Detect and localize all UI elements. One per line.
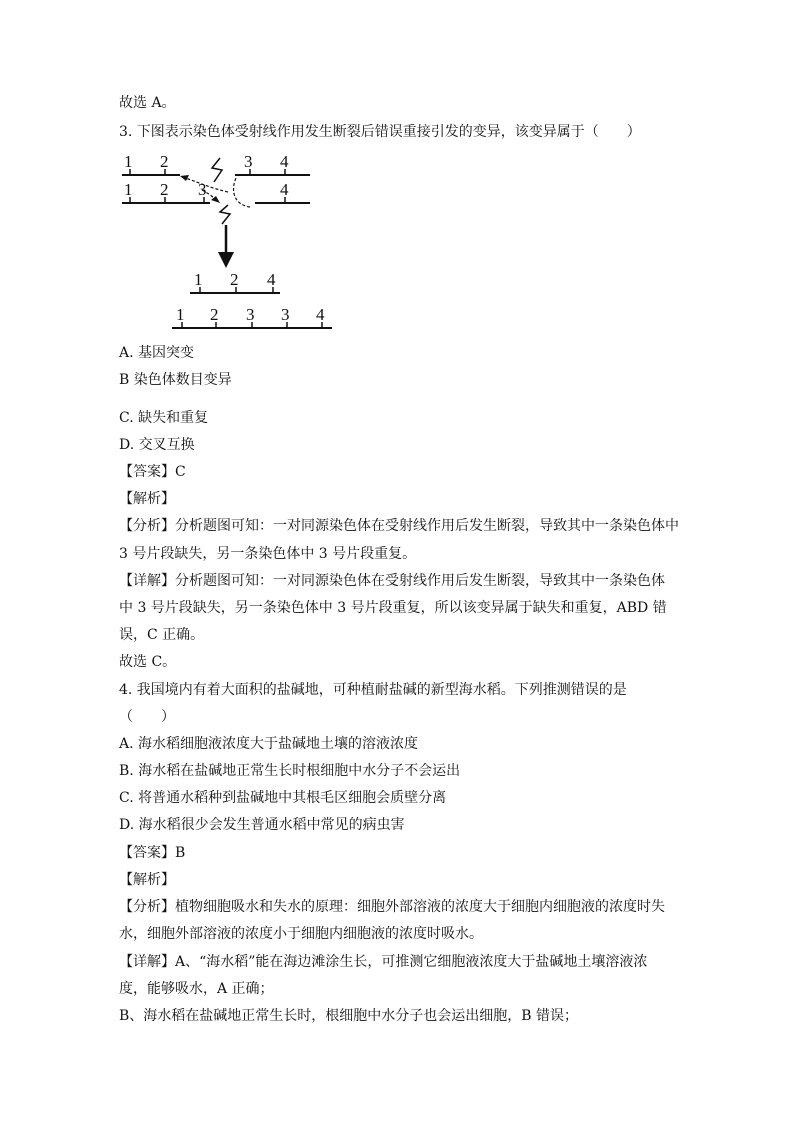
detail-paragraph: 度，能够吸水，A 正确； bbox=[119, 981, 274, 997]
gene-label: 3 bbox=[244, 152, 253, 171]
gene-label: 4 bbox=[267, 270, 276, 289]
option-d: D. 海水稻很少会发生普通水稻中常见的病虫害 bbox=[119, 817, 405, 833]
break-mark-icon bbox=[220, 205, 230, 224]
analysis-heading: 【解析】 bbox=[119, 491, 175, 507]
gene-label: 4 bbox=[316, 305, 325, 324]
analysis-heading: 【解析】 bbox=[119, 872, 175, 888]
analysis-paragraph: 【分析】分析题图可知：一对同源染色体在受射线作用后发生断裂，导致其中一条染色体中 bbox=[119, 518, 679, 534]
detail-paragraph: B、海水稻在盐碱地正常生长时，根细胞中水分子也会运出细胞，B 错误； bbox=[119, 1008, 579, 1024]
gene-label: 1 bbox=[124, 180, 133, 199]
gene-label: 2 bbox=[230, 270, 239, 289]
option-a: A. 海水稻细胞液浓度大于盐碱地土壤的溶液浓度 bbox=[119, 736, 419, 752]
gene-label: 1 bbox=[124, 152, 133, 171]
analysis-paragraph: 3 号片段缺失，另一条染色体中 3 号片段重复。 bbox=[119, 546, 417, 562]
gene-label: 1 bbox=[176, 305, 185, 324]
break-mark-icon bbox=[212, 158, 222, 182]
question-4-stem: （ ） bbox=[119, 709, 175, 725]
detail-paragraph: 误，C 正确。 bbox=[119, 627, 205, 643]
analysis-paragraph: 【分析】植物细胞吸水和失水的原理：细胞外部溶液的浓度大于细胞内细胞液的浓度时失 bbox=[119, 899, 665, 915]
detail-paragraph: 中 3 号片段缺失，另一条染色体中 3 号片段重复，所以该变异属于缺失和重复，ABD 错 bbox=[119, 600, 667, 616]
gene-label: 2 bbox=[160, 180, 169, 199]
detail-paragraph: 【详解】A、“海水稻”能在海边滩涂生长，可推测它细胞液浓度大于盐碱地土壤溶液浓 bbox=[119, 954, 648, 970]
gene-label: 4 bbox=[280, 152, 289, 171]
detail-paragraph: 【详解】分析题图可知：一对同源染色体在受射线作用后发生断裂，导致其中一条染色体 bbox=[119, 573, 665, 589]
gene-label: 1 bbox=[194, 270, 203, 289]
gene-label: 3 bbox=[281, 305, 290, 324]
gene-label: 4 bbox=[280, 180, 289, 199]
option-b: B. 海水稻在盐碱地正常生长时根细胞中水分子不会运出 bbox=[119, 763, 461, 779]
text-line: 故选 A。 bbox=[119, 95, 176, 111]
chromosome-diagram bbox=[110, 150, 350, 340]
option-b: B 染色体数目变异 bbox=[119, 372, 232, 388]
text-line: 故选 C。 bbox=[119, 654, 177, 670]
analysis-paragraph: 水，细胞外部溶液的浓度小于细胞内细胞液的浓度时吸水。 bbox=[119, 926, 483, 942]
exchange-arrow bbox=[234, 178, 250, 207]
option-c: C. 将普通水稻种到盐碱地中其根毛区细胞会质壁分离 bbox=[119, 790, 447, 806]
option-d: D. 交叉互换 bbox=[119, 437, 195, 453]
question-4-stem: 4. 我国境内有着大面积的盐碱地，可种植耐盐碱的新型海水稻。下列推测错误的是 bbox=[119, 682, 627, 698]
answer-label: 【答案】C bbox=[119, 464, 186, 480]
answer-label: 【答案】B bbox=[119, 845, 186, 861]
gene-label: 2 bbox=[210, 305, 219, 324]
option-a: A. 基因突变 bbox=[119, 345, 195, 361]
gene-label: 3 bbox=[198, 180, 207, 199]
gene-label: 2 bbox=[160, 152, 169, 171]
gene-label: 3 bbox=[246, 305, 255, 324]
option-c: C. 缺失和重复 bbox=[119, 410, 209, 426]
question-3-stem: 3. 下图表示染色体受射线作用发生断裂后错误重接引发的变异，该变异属于（ ） bbox=[119, 124, 641, 140]
